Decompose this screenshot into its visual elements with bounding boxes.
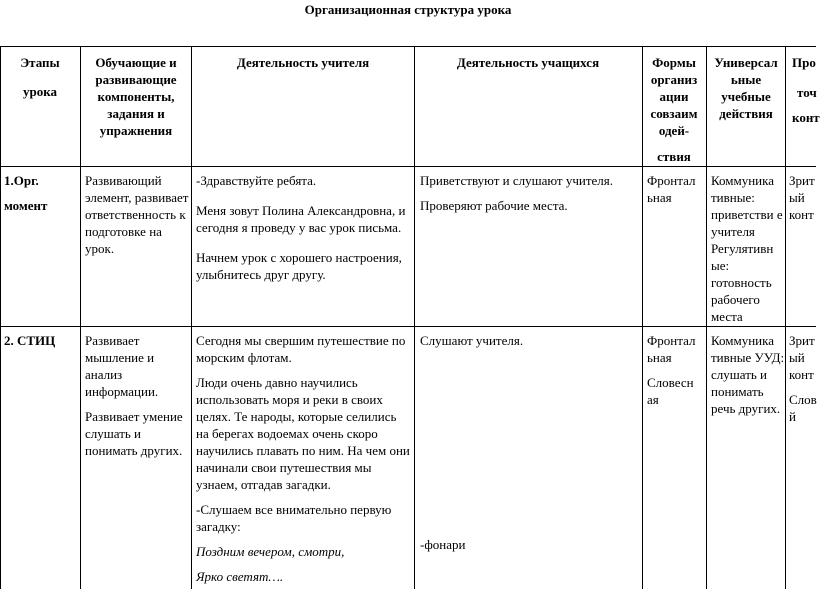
row2-teacher-riddle-line1: Поздним вечером, смотри,: [196, 544, 345, 559]
row1-stage-line1: 1.Орг.: [4, 173, 39, 188]
header-forms-line2: ствия: [657, 149, 691, 164]
row2-components: [85, 332, 189, 467]
row2-teacher-riddle-line2: Ярко светят….: [196, 569, 284, 584]
row1-control: Зрит ый конт: [789, 173, 815, 222]
row1-stage: [4, 172, 78, 214]
row1-teacher-activity: [196, 172, 410, 291]
col-divider-6: [785, 46, 786, 589]
row1-components: Развивающий элемент, развивает ответственность к подготовке на урок.: [85, 173, 189, 256]
row2-teacher-activity: [196, 332, 410, 593]
row2-teacher-text-3: -Слушаем все внимательно первую загадку:: [196, 502, 392, 534]
row2-form-text-2: Словесн ая: [647, 375, 694, 407]
header-stage: [2, 54, 78, 100]
row1-form: Фронтал ьная: [647, 173, 696, 205]
table-border-top: [0, 46, 816, 47]
row1-student-text-1: Приветствуют и слушают учителя.: [420, 173, 614, 188]
row-divider-1: [0, 166, 816, 167]
row2-student-answer: -фонари: [420, 537, 466, 552]
header-control-line3: конт: [792, 110, 820, 125]
col-divider-3: [414, 46, 415, 589]
header-stage-line2: урока: [22, 84, 58, 99]
row2-control-text-1: Зрит ый конт: [789, 333, 815, 382]
row2-form-text-1: Фронтал ьная: [647, 333, 696, 365]
row2-stage: 2. СТИЦ: [4, 333, 56, 348]
row1-student-activity: [420, 172, 640, 222]
row2-form: [647, 332, 705, 416]
row2-control-text-2: Слов й: [789, 392, 817, 424]
header-teacher-activity: Деятельность учителя: [236, 55, 370, 70]
row1-student-text-2: Проверяют рабочие места.: [420, 198, 568, 213]
row2-uud: Коммуника тивные УУД: слушать и понимать речь других.: [711, 333, 785, 416]
row1-uud: Коммуника тивные: приветстви е учителя Регулятивн ые: готовность рабочего места: [711, 173, 783, 324]
header-control: [792, 54, 820, 126]
col-divider-5: [706, 46, 707, 589]
header-control-line1: Про: [792, 55, 816, 70]
header-forms: [644, 54, 704, 165]
row2-teacher-text-2: Люди очень давно научились использовать моря и реки в своих целях. Те народы, которые селились на берегах водоемах очень скоро научились плавать по ним. На чем они начинали свои путешествия мы узнаем, отгадав загадки.: [196, 375, 410, 492]
row2-components-text-2: Развивает умение слушать и понимать других.: [85, 409, 183, 458]
col-divider-4: [642, 46, 643, 589]
row2-teacher-text-1: Сегодня мы свершим путешествие по морским флотам.: [196, 333, 406, 365]
row-divider-2: [0, 326, 816, 327]
row1-teacher-text-3: Начнем урок с хорошего настроения, улыбнитесь друг другу.: [196, 250, 402, 282]
page-title: Организационная структура урока: [304, 2, 512, 17]
row1-teacher-text-2: Меня зовут Полина Александровна, и сегодня я проведу у вас урок письма.: [196, 203, 406, 235]
row1-teacher-text-1: -Здравствуйте ребята.: [196, 173, 317, 188]
col-divider-2: [191, 46, 192, 589]
lesson-structure-table: [0, 46, 820, 589]
row1-stage-line2: момент: [4, 198, 48, 213]
header-student-activity: Деятельность учащихся: [456, 55, 600, 70]
col-divider-0: [0, 46, 1, 589]
col-divider-1: [80, 46, 81, 589]
header-components: Обучающие и развивающие компоненты, задания и упражнения: [95, 55, 177, 138]
header-stage-line1: Этапы: [20, 55, 60, 70]
row2-student-activity: Слушают учителя.: [420, 333, 524, 348]
header-uud: Универсал ьные учебные действия: [714, 55, 778, 121]
row2-control: [789, 332, 815, 433]
header-forms-line1: Формы организ ации совзаим одей-: [650, 55, 698, 138]
header-control-line2: точ: [797, 85, 817, 100]
row2-components-text-1: Развивает мышление и анализ информации.: [85, 333, 159, 399]
